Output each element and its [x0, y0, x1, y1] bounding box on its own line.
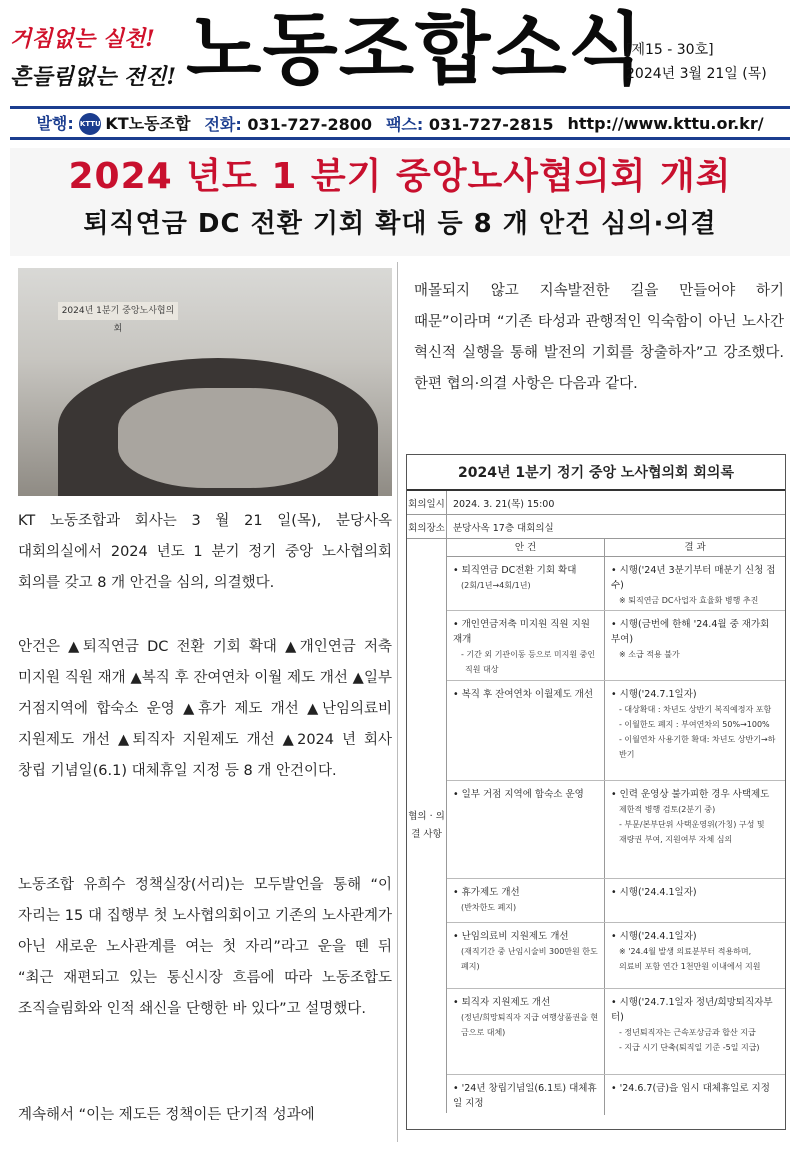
column-header-result: 결 과: [684, 542, 706, 553]
issue-info: [626, 38, 767, 86]
masthead: [0, 0, 800, 112]
agenda-item: • 개인연금저축 미지원 직원 지원 재개: [453, 619, 590, 645]
table-row: [447, 681, 785, 781]
agenda-cell: [447, 681, 605, 780]
minutes-column-headers: [447, 539, 785, 557]
result-item: • 시행('24.7.1일자): [611, 689, 697, 700]
agenda-cell: [447, 923, 605, 988]
minutes-agenda-grid: [407, 539, 785, 1113]
meeting-minutes-table: [406, 454, 786, 1130]
photo-table-center: [118, 388, 338, 488]
tel-label: 전화:: [204, 114, 242, 134]
agenda-item: • 퇴직자 지원제도 개선: [453, 997, 551, 1008]
agenda-item: • 복직 후 잔여연차 이월제도 개선: [453, 689, 594, 700]
issue-number: [제15 - 30호]: [626, 42, 714, 58]
minutes-place-label: 회의장소: [407, 515, 447, 538]
right-column: [404, 262, 790, 1142]
article-paragraph-1: KT 노동조합과 회사는 3 월 21 일(목), 분당사옥 대회의실에서 2024 년도 1 분기 정기 중앙 노사협의회 회의를 갖고 8 개 안건을 심의, 의결했다.: [18, 513, 392, 591]
photo-banner: 2024년 1분기 중앙노사협의회: [58, 302, 178, 320]
result-detail-2: - 부문/본부단위 사택운영위(가칭) 구성 및: [619, 820, 765, 829]
result-cell: [605, 989, 785, 1074]
result-detail: - 대상확대 : 차년도 상반기 복직예정자 포함: [619, 705, 772, 714]
issue-date: 2024년 3월 21일 (목): [626, 66, 767, 82]
agenda-detail: (재직기간 중 난임시술비 300만원 한도 폐지): [461, 947, 598, 971]
newsletter-title: 노동조합소식: [186, 5, 645, 95]
result-detail: ※ 소급 적용 불가: [619, 650, 680, 659]
fax-label: 팩스:: [385, 114, 424, 134]
headline-box: [10, 148, 790, 256]
agenda-cell: [447, 557, 605, 610]
result-item: • 시행('24.4.1일자): [611, 887, 697, 898]
left-column: [10, 262, 398, 1142]
minutes-datetime-label: 회의일시: [407, 491, 447, 514]
kttu-logo-icon: KTTU: [79, 113, 101, 135]
agenda-item: • 일부 거점 지역에 합숙소 운영: [453, 789, 584, 800]
agenda-detail: (2회/1년→4회/1년): [461, 581, 531, 590]
table-row: [447, 989, 785, 1075]
minutes-section-label: 협의 · 의결 사항: [407, 539, 447, 1113]
table-row: [447, 557, 785, 611]
table-row: [447, 611, 785, 681]
agenda-detail-2: 직원 대상: [465, 665, 499, 674]
result-cell: [605, 879, 785, 922]
publisher-bar: [10, 106, 790, 140]
result-cell: [605, 1075, 785, 1115]
article-paragraph-2: 안건은 ▲퇴직연금 DC 전환 기회 확대 ▲개인연금 저축 미지원 직원 재개 ▲복직 후 잔여연차 이월 제도 개선 ▲일부 거점지역에 합숙소 운영 ▲휴가 제도 개선 ▲난임의료비 지원제도 개선 ▲퇴직자 지원제도 개선 ▲2024 년 회사 창립 기념일(6.1) 대체휴일 지정 등 8 개 안건이다.: [18, 639, 392, 779]
result-cell: [605, 557, 785, 610]
minutes-datetime: 2024. 3. 21(목) 15:00: [453, 498, 555, 510]
agenda-item: • '24년 창립기념일(6.1토) 대체휴일 지정: [453, 1083, 597, 1109]
agenda-rows: [447, 557, 785, 1115]
result-detail-2: - 이월한도 폐지 : 부여연차의 50%→100%: [619, 720, 770, 729]
result-detail-2: 의료비 포함 연간 1천만원 이내에서 지원: [619, 962, 761, 971]
result-detail: - 정년퇴직자는 근속포상금과 합산 지급: [619, 1028, 756, 1037]
result-detail-3: 재량권 부여, 지원여부 자체 심의: [619, 835, 733, 844]
publisher-label: 발행:: [36, 113, 74, 133]
slogan-line-2: 흔들림없는 전진!: [10, 64, 177, 90]
article-paragraph-3: 노동조합 유희수 정책실장(서리)는 모두발언을 통해 “이 자리는 15 대 집행부 첫 노사협의회이고 기존의 노사관계가 아닌 새로운 노사관계를 여는 첫 자리”라고 운을 뗀 뒤 “최근 재편되고 있는 통신시장 흐름에 따라 노동조합도 조직슬림화와 인적 쇄신을 단행한 바 있다”고 설명했다.: [18, 877, 392, 1017]
agenda-cell: [447, 989, 605, 1074]
agenda-cell: [447, 879, 605, 922]
headline: 2024 년도 1 분기 중앙노사협의회 개최: [68, 156, 732, 197]
table-row: [447, 1075, 785, 1115]
minutes-title: 2024년 1분기 정기 중앙 노사협의회 회의록: [407, 455, 785, 491]
table-row: [447, 923, 785, 989]
result-item: • 시행('24년 3분기부터 매분기 신청 접수): [611, 565, 776, 591]
result-item: • 인력 운영상 불가피한 경우 사택제도: [611, 789, 770, 800]
table-row: [447, 781, 785, 879]
agenda-cell: [447, 611, 605, 680]
table-row: [447, 879, 785, 923]
tel-number: 031-727-2800: [247, 114, 372, 134]
agenda-detail: - 기간 외 기관이동 등으로 미지원 중인: [461, 650, 596, 659]
minutes-row-datetime: [407, 491, 785, 515]
website-link[interactable]: http://www.kttu.or.kr/: [567, 113, 764, 133]
result-item: • '24.6.7(금)을 임시 대체휴일로 지정: [611, 1083, 770, 1094]
article-paragraph-5: 매몰되지 않고 지속발전한 길을 만들어야 하기 때문”이라며 “기존 타성과 관행적인 익숙함이 아닌 노사간 혁신적 실행을 통해 발전의 기회를 창출하자”고 강조했다. 한편 협의·의결 사항은 다음과 같다.: [414, 283, 784, 392]
result-cell: [605, 781, 785, 878]
result-item: • 시행('24.7.1일자 정년/희망퇴직자부터): [611, 997, 773, 1023]
agenda-cell: [447, 1075, 605, 1115]
agenda-detail: (반차한도 폐지): [461, 903, 517, 912]
minutes-place: 분당사옥 17층 대회의실: [453, 522, 554, 534]
fax-number: 031-727-2815: [428, 114, 554, 134]
result-cell: [605, 681, 785, 780]
result-detail: 제한적 병행 검토(2분기 중): [619, 805, 716, 814]
column-header-agenda: 안 건: [447, 539, 605, 556]
result-item: • 시행('24.4.1일자): [611, 931, 697, 942]
result-cell: [605, 611, 785, 680]
result-item: • 시행(금번에 한해 '24.4월 중 재가회 부여): [611, 619, 770, 645]
result-detail: ※ 퇴직연금 DC사업자 효율화 병행 추진: [619, 596, 759, 605]
agenda-item: • 난임의료비 지원제도 개선: [453, 931, 569, 942]
subheadline: 퇴직연금 DC 전환 기회 확대 등 8 개 안건 심의·의결: [83, 209, 717, 239]
publisher-name: KT노동조합: [105, 113, 191, 133]
agenda-cell: [447, 781, 605, 878]
result-detail-2: - 지급 시기 단축(퇴직일 기준 -5일 지급): [619, 1043, 760, 1052]
meeting-photo: [18, 268, 392, 496]
agenda-item: • 휴가제도 개선: [453, 887, 520, 898]
slogan-line-1: 거침없는 실천!: [10, 26, 155, 52]
result-cell: [605, 923, 785, 988]
minutes-row-place: [407, 515, 785, 539]
article-paragraph-4: 계속해서 “이는 제도든 정책이든 단기적 성과에: [18, 1107, 315, 1123]
agenda-detail: (정년/희망퇴직자 지급 여행상품권을 현금으로 대체): [461, 1013, 599, 1037]
result-detail-3: - 이월연차 사용기한 확대: 차년도 상반기→하반기: [619, 735, 776, 759]
result-detail: ※ '24.4월 발생 의료분부터 적용하며,: [619, 947, 752, 956]
agenda-item: • 퇴직연금 DC전환 기회 확대: [453, 565, 577, 576]
